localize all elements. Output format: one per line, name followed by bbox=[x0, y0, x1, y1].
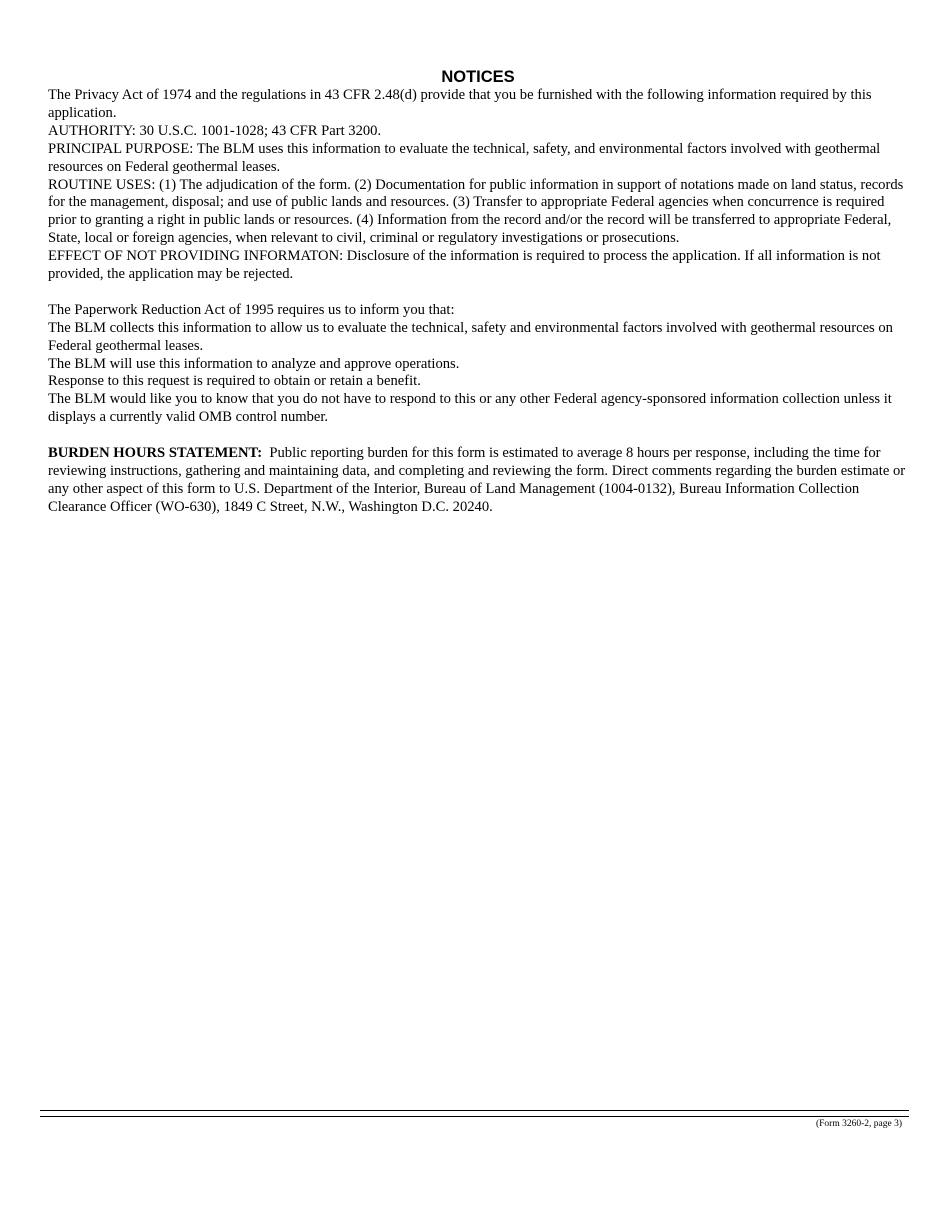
principal-purpose-paragraph: PRINCIPAL PURPOSE: The BLM uses this information to evaluate the technical, safety, and environmental factors involved with geothermal resources on Federal geothermal leases. bbox=[48, 140, 881, 175]
burden-hours-statement bbox=[48, 445, 908, 517]
burden-hours-text: Public reporting burden for this form is estimated to average 8 hours per response, including the time for reviewing instructions, gathering and maintaining data, and completing and reviewing the form. Direct comments regarding the burden estimate or any other aspect of this form to U.S. Department of the Interior, Bureau of Land Management (1004-0132), Bureau Information Collection Clearance Officer (WO-630), 1849 C Street, N.W., Washington D.C. 20240. bbox=[48, 445, 906, 515]
page-title: NOTICES bbox=[441, 68, 515, 86]
paperwork-use-paragraph: The BLM will use this information to analyze and approve operations. bbox=[48, 355, 460, 372]
routine-uses-paragraph: ROUTINE USES: (1) The adjudication of the form. (2) Documentation for public information in support of notations made on land status, records for the management, disposal; and use of public lands and resources. (3) Transfer to appropriate Federal agencies when concurrence is required prior to granting a right in public lands or resources. (4) Information from the record and/or the record will be transferred to appropriate Federal, State, local or foreign agencies, when relevant to civil, criminal or regulatory investigations or prosecutions. bbox=[48, 176, 904, 247]
paperwork-response-paragraph: Response to this request is required to obtain or retain a benefit. bbox=[48, 373, 421, 390]
authority-paragraph: AUTHORITY: 30 U.S.C. 1001-1028; 43 CFR Part 3200. bbox=[48, 122, 382, 139]
form-page-reference: (Form 3260-2, page 3) bbox=[815, 1119, 902, 1129]
notices-page bbox=[48, 67, 908, 517]
paperwork-omb-paragraph: The BLM would like you to know that you do not have to respond to this or any other Federal agency-sponsored information collection unless it displays a currently valid OMB control number. bbox=[48, 391, 892, 426]
paperwork-act-intro: The Paperwork Reduction Act of 1995 requires us to inform you that: bbox=[48, 301, 455, 318]
effect-of-not-providing-paragraph: EFFECT OF NOT PROVIDING INFORMATON: Disclosure of the information is required to process the application. If all information is not provided, the application may be rejected. bbox=[48, 248, 881, 283]
paragraph-spacer bbox=[48, 284, 908, 302]
paragraph-spacer bbox=[48, 427, 908, 445]
burden-hours-label: BURDEN HOURS STATEMENT: bbox=[48, 445, 263, 462]
privacy-act-intro: The Privacy Act of 1974 and the regulations in 43 CFR 2.48(d) provide that you be furnished with the following information required by this application. bbox=[48, 87, 872, 121]
footer-rule-top bbox=[40, 1110, 909, 1111]
footer-rule-bottom bbox=[40, 1116, 909, 1117]
paperwork-collects-paragraph: The BLM collects this information to allow us to evaluate the technical, safety and environmental factors involved with geothermal resources on Federal geothermal leases. bbox=[48, 319, 893, 354]
